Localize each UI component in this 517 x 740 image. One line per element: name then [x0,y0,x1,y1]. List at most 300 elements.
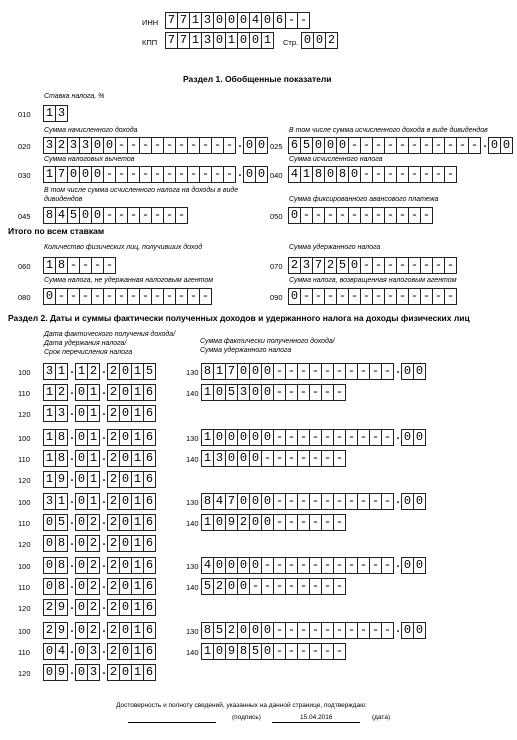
char-cell: 0 [249,622,262,639]
char-cell: 9 [225,643,238,660]
char-cell: - [408,288,421,305]
code-120: 120 [18,669,31,678]
char-cell: - [321,493,334,510]
char-cell: 2 [213,578,226,595]
char-cell: 0 [43,643,56,660]
char-cell: 0 [119,471,132,488]
char-cell: - [297,493,310,510]
char-cell: 0 [75,557,88,574]
char-cell: 8 [43,207,56,224]
char-cell: 2 [87,514,100,531]
code-110: 110 [18,519,30,528]
date-120[interactable] [44,535,156,552]
char-cell: - [384,257,397,274]
char-cell: 1 [43,257,56,274]
date-dot: . [100,557,108,571]
date-dot: . [100,578,108,592]
char-cell: - [139,166,152,183]
char-cell: - [357,363,370,380]
char-cell: - [309,514,322,531]
char-cell: 0 [75,578,88,595]
char-cell: 0 [249,363,262,380]
char-cell: 0 [43,578,56,595]
char-cell: - [312,207,325,224]
code-100: 100 [18,434,31,443]
char-cell: 3 [87,664,100,681]
caption-010: Ставка налога, % [44,93,105,100]
char-cell: 0 [261,429,274,446]
char-cell: 2 [107,384,120,401]
char-cell: 7 [55,166,68,183]
char-cell: - [408,166,421,183]
char-cell: - [297,578,310,595]
char-cell: - [312,288,325,305]
date-100[interactable] [44,429,156,446]
char-cell: - [324,207,337,224]
page-label: Стр. [283,38,299,47]
char-cell: - [444,288,457,305]
value-040[interactable] [289,166,457,183]
char-cell: 2 [107,514,120,531]
char-cell: 6 [288,137,301,154]
kpp-value[interactable] [166,32,274,49]
char-cell: 2 [87,535,100,552]
char-cell: 0 [413,493,426,510]
char-cell: - [345,622,358,639]
code-140: 140 [186,519,199,528]
char-cell: 4 [55,207,68,224]
date-120[interactable] [44,405,156,422]
code-010: 010 [18,110,31,119]
char-cell: 0 [413,622,426,639]
char-cell: 0 [119,599,132,616]
char-cell: 2 [107,493,120,510]
char-cell: 8 [201,622,214,639]
char-cell: 0 [79,166,92,183]
code-070: 070 [270,262,283,271]
caption-040: Сумма исчисленного налога [289,156,383,163]
char-cell: - [297,363,310,380]
char-cell: 0 [43,514,56,531]
value-010[interactable] [44,105,68,122]
char-cell: 0 [348,166,361,183]
char-cell: 0 [261,493,274,510]
char-cell: - [333,384,346,401]
amount-130[interactable] [202,622,426,639]
char-cell: 0 [43,664,56,681]
date-dot: . [100,643,108,657]
char-cell: 0 [249,493,262,510]
date-dot: . [100,405,108,419]
char-cell: 0 [249,557,262,574]
char-cell: 3 [55,405,68,422]
char-cell: 0 [213,429,226,446]
char-cell: 0 [67,166,80,183]
value-090[interactable] [289,288,457,305]
char-cell: - [103,288,116,305]
char-cell: - [444,166,457,183]
char-cell: 0 [249,32,262,49]
char-cell: - [309,493,322,510]
char-cell: 3 [67,137,80,154]
char-cell: 0 [500,137,513,154]
char-cell: 0 [213,384,226,401]
date-110[interactable] [44,450,156,467]
date-110[interactable] [44,643,156,660]
value-045[interactable] [44,207,188,224]
char-cell: - [336,288,349,305]
char-cell: - [187,288,200,305]
char-cell: 0 [288,207,301,224]
char-cell: 0 [103,137,116,154]
date-dot: . [100,664,108,678]
char-cell: 0 [75,535,88,552]
char-cell: - [199,288,212,305]
char-cell: - [300,207,313,224]
char-cell: 1 [87,429,100,446]
char-cell: 0 [91,166,104,183]
char-cell: - [285,493,298,510]
char-cell: 0 [75,622,88,639]
char-cell: 7 [225,493,238,510]
char-cell: - [163,288,176,305]
char-cell: 0 [237,557,250,574]
char-cell: - [321,363,334,380]
char-cell: 1 [131,384,144,401]
char-cell: - [175,137,188,154]
inn-label: ИНН [142,18,159,27]
value-020[interactable] [44,137,268,154]
code-040: 040 [270,171,283,180]
caption-025: В том числе сумма исчисленного дохода в виде дивидендов [289,127,488,134]
char-cell: 0 [119,557,132,574]
amount-140[interactable] [202,450,346,467]
char-cell: - [333,429,346,446]
char-cell: - [381,557,394,574]
char-cell: - [456,137,469,154]
char-cell: 0 [413,363,426,380]
char-cell: 3 [79,137,92,154]
date-dot: . [100,363,108,377]
char-cell: - [309,363,322,380]
char-cell: 6 [143,578,156,595]
date-dot: . [68,384,76,398]
value-070[interactable] [289,257,457,274]
code-140: 140 [186,583,199,592]
char-cell: - [369,557,382,574]
char-cell: 0 [119,643,132,660]
char-cell: 6 [143,599,156,616]
char-cell: - [273,514,286,531]
char-cell: 2 [107,429,120,446]
char-cell: - [127,288,140,305]
amount-140[interactable] [202,578,346,595]
date-dot: . [68,535,76,549]
amount-130[interactable] [202,363,426,380]
date-120[interactable] [44,599,156,616]
char-cell: - [297,429,310,446]
section2-title: Раздел 2. Даты и суммы фактически полученных доходов и удержанного налога на доходы физических лиц [8,313,470,323]
date-dot: . [100,384,108,398]
left-caption-3: Срок перечисления налога [44,349,133,356]
char-cell: 0 [312,137,325,154]
char-cell: 0 [249,384,262,401]
code-130: 130 [186,434,199,443]
date-dot: . [100,429,108,443]
date-dot: . [100,450,108,464]
page-number[interactable] [302,32,338,49]
char-cell: - [261,557,274,574]
char-cell: - [420,257,433,274]
char-cell: 1 [87,450,100,467]
char-cell: - [285,578,298,595]
char-cell: - [369,622,382,639]
amount-130[interactable] [202,493,426,510]
char-cell: - [360,137,373,154]
char-cell: - [321,578,334,595]
char-cell: - [381,622,394,639]
char-cell: - [396,137,409,154]
date-120[interactable] [44,471,156,488]
date-dot: . [68,622,76,636]
char-cell: - [285,384,298,401]
code-030: 030 [18,171,31,180]
code-120: 120 [18,476,31,485]
char-cell: - [384,207,397,224]
char-cell: 5 [249,643,262,660]
char-cell: 1 [213,363,226,380]
decimal-point: . [394,622,402,636]
char-cell: - [321,514,334,531]
char-cell: 0 [225,450,238,467]
code-140: 140 [186,455,199,464]
char-cell: 2 [107,450,120,467]
char-cell: - [309,622,322,639]
char-cell: - [381,363,394,380]
char-cell: 1 [189,12,202,29]
char-cell: - [432,166,445,183]
char-cell: 2 [288,257,301,274]
char-cell: 3 [43,363,56,380]
char-cell: 0 [213,643,226,660]
char-cell: 0 [91,207,104,224]
char-cell: 1 [43,450,56,467]
char-cell: - [199,137,212,154]
amount-130[interactable] [202,557,426,574]
char-cell: - [372,257,385,274]
char-cell: - [175,207,188,224]
date-dot: . [68,405,76,419]
char-cell: - [163,207,176,224]
char-cell: 0 [119,664,132,681]
decimal-point: . [236,166,244,180]
date-100[interactable] [44,363,156,380]
char-cell: 8 [312,166,325,183]
char-cell: 3 [201,32,214,49]
char-cell: - [115,137,128,154]
date-label: (дата) [372,714,391,721]
char-cell: - [408,137,421,154]
value-025[interactable] [289,137,513,154]
char-cell: - [79,288,92,305]
inn-value[interactable] [166,12,310,29]
char-cell: 0 [401,493,414,510]
amount-140[interactable] [202,514,346,531]
char-cell: 2 [107,578,120,595]
value-030[interactable] [44,166,268,183]
date-110[interactable] [44,514,156,531]
value-050[interactable] [289,207,433,224]
char-cell: - [103,207,116,224]
amount-140[interactable] [202,384,346,401]
char-cell: 0 [119,405,132,422]
char-cell: 6 [143,384,156,401]
date-dot: . [68,643,76,657]
char-cell: 0 [237,12,250,29]
char-cell: - [432,288,445,305]
char-cell: - [175,166,188,183]
date-dot: . [68,514,76,528]
char-cell: 0 [75,471,88,488]
char-cell: 2 [107,643,120,660]
date-100[interactable] [44,557,156,574]
char-cell: 2 [225,622,238,639]
code-130: 130 [186,562,199,571]
char-cell: 9 [55,622,68,639]
char-cell: - [285,429,298,446]
char-cell: - [381,429,394,446]
char-cell: - [360,207,373,224]
char-cell: 1 [131,599,144,616]
char-cell: - [273,643,286,660]
char-cell: 3 [213,450,226,467]
char-cell: - [357,429,370,446]
char-cell: - [127,166,140,183]
char-cell: 0 [225,557,238,574]
char-cell: - [384,166,397,183]
char-cell: - [187,166,200,183]
char-cell: - [321,384,334,401]
amount-130[interactable] [202,429,426,446]
char-cell: - [127,207,140,224]
char-cell: 0 [225,429,238,446]
code-130: 130 [186,627,199,636]
char-cell: 0 [255,137,268,154]
code-080: 080 [18,293,31,302]
char-cell: - [369,429,382,446]
char-cell: 3 [43,493,56,510]
char-cell: - [103,257,116,274]
char-cell: 8 [55,429,68,446]
char-cell: - [115,288,128,305]
char-cell: 0 [213,514,226,531]
char-cell: 2 [87,599,100,616]
value-080[interactable] [44,288,212,305]
char-cell: 8 [55,557,68,574]
code-120: 120 [18,540,31,549]
char-cell: - [297,622,310,639]
char-cell: 0 [413,557,426,574]
char-cell: 2 [55,384,68,401]
char-cell: 0 [249,450,262,467]
char-cell: - [249,578,262,595]
code-130: 130 [186,498,199,507]
char-cell: 0 [75,429,88,446]
char-cell: 1 [131,363,144,380]
char-cell: - [396,166,409,183]
char-cell: - [309,578,322,595]
char-cell: - [151,166,164,183]
char-cell: - [384,288,397,305]
char-cell: - [408,257,421,274]
char-cell: - [115,166,128,183]
char-cell: - [333,363,346,380]
code-020: 020 [18,142,31,151]
char-cell: - [285,363,298,380]
char-cell: 6 [143,643,156,660]
date-110[interactable] [44,384,156,401]
char-cell: - [91,257,104,274]
char-cell: - [300,288,313,305]
signature-line[interactable] [128,722,216,723]
char-cell: 6 [143,557,156,574]
decimal-point: . [394,493,402,507]
char-cell: - [369,493,382,510]
char-cell: 0 [237,493,250,510]
char-cell: - [211,166,224,183]
char-cell: - [360,166,373,183]
char-cell: 0 [119,429,132,446]
char-cell: 0 [75,643,88,660]
char-cell: - [199,166,212,183]
char-cell: 2 [107,599,120,616]
date-100[interactable] [44,493,156,510]
char-cell: 0 [255,166,268,183]
code-110: 110 [18,455,30,464]
char-cell: 0 [261,384,274,401]
value-060[interactable] [44,257,116,274]
char-cell: - [333,578,346,595]
char-cell: - [103,166,116,183]
char-cell: - [420,207,433,224]
char-cell: 2 [87,622,100,639]
date-110[interactable] [44,578,156,595]
char-cell: 1 [43,405,56,422]
char-cell: - [273,557,286,574]
char-cell: 2 [55,137,68,154]
char-cell: - [381,493,394,510]
decimal-point: . [394,429,402,443]
char-cell: - [396,207,409,224]
char-cell: 1 [131,643,144,660]
date-120[interactable] [44,664,156,681]
char-cell: 1 [43,384,56,401]
char-cell: 0 [213,12,226,29]
char-cell: - [273,384,286,401]
caption-060: Количество физических лиц, получивших доход [44,244,203,251]
char-cell: - [309,384,322,401]
char-cell: - [372,207,385,224]
char-cell: - [309,557,322,574]
char-cell: 0 [213,557,226,574]
char-cell: 0 [401,363,414,380]
amount-140[interactable] [202,643,346,660]
date-100[interactable] [44,622,156,639]
code-100: 100 [18,627,31,636]
code-140: 140 [186,389,199,398]
char-cell: 5 [201,578,214,595]
char-cell: - [321,643,334,660]
